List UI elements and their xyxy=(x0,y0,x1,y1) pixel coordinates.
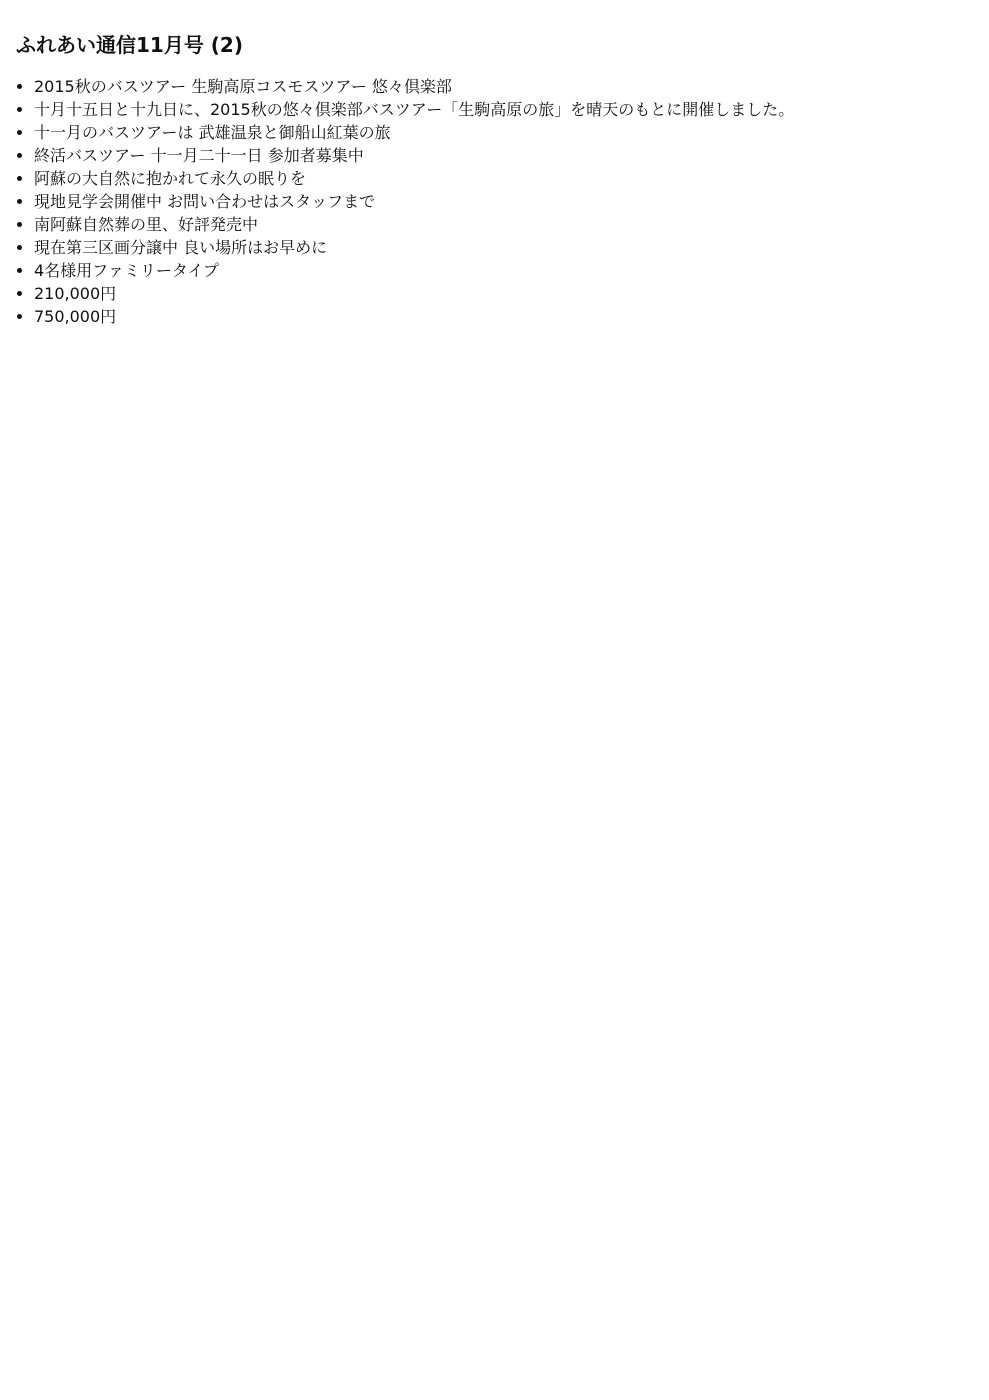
item-8: • 4名様用ファミリータイプ xyxy=(34,258,973,281)
item-7: • 現在第三区画分譲中 良い場所はお早めに xyxy=(34,235,973,258)
item-2: • 十一月のバスツアーは 武雄温泉と御船山紅葉の旅 xyxy=(34,120,973,143)
content-list xyxy=(16,74,973,327)
item-5: • 現地見学会開催中 お問い合わせはスタッフまで xyxy=(34,189,973,212)
item-1: • 十月十五日と十九日に、2015秋の悠々倶楽部バスツアー「生駒高原の旅」を晴天のもとに開催しました。 xyxy=(34,97,973,120)
item-3: • 終活バスツアー 十一月二十一日 参加者募集中 xyxy=(34,143,973,166)
item-0: • 2015秋のバスツアー 生駒高原コスモスツアー 悠々倶楽部 xyxy=(34,74,973,97)
item-6: • 南阿蘇自然葬の里、好評発売中 xyxy=(34,212,973,235)
page-title: ふれあい通信11月号 (2) xyxy=(16,33,243,58)
item-10: • 750,000円 xyxy=(34,304,973,327)
item-9: • 210,000円 xyxy=(34,281,973,304)
page xyxy=(0,0,989,359)
item-4: • 阿蘇の大自然に抱かれて永久の眠りを xyxy=(34,166,973,189)
